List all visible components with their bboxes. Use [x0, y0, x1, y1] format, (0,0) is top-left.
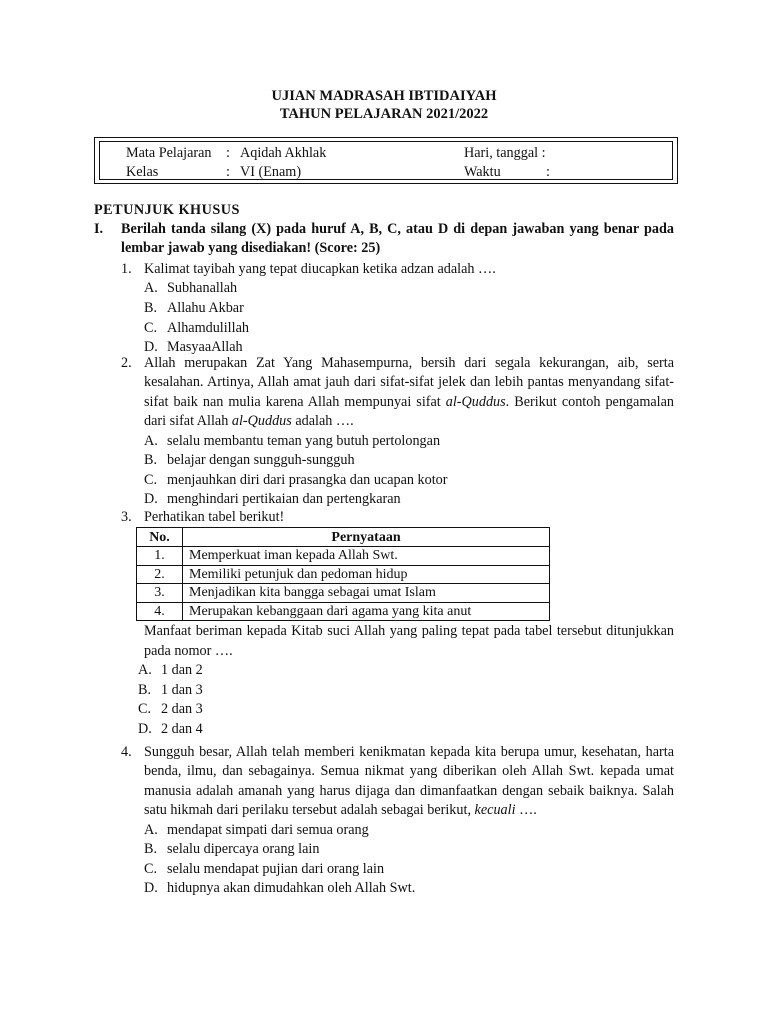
emphasis-kecuali: kecuali: [474, 802, 516, 819]
statement-table: [136, 527, 550, 621]
subject-value: Aqidah Akhlak: [240, 145, 327, 161]
subject-colon: :: [226, 145, 230, 161]
table-header-statement: Pernyataan: [183, 528, 550, 547]
option-b: B. Allahu Akbar: [144, 300, 244, 316]
table-header-row: [137, 528, 550, 547]
option-c: C. menjauhkan diri dari prasangka dan ucapan kotor: [144, 471, 448, 488]
question-text: Kalimat tayibah yang tepat diucapkan ketika adzan adalah ….: [144, 261, 496, 277]
table-header-no: No.: [137, 528, 183, 547]
option-a: A. selalu membantu teman yang butuh pertolongan: [144, 432, 441, 449]
option-d: D. hidupnya akan dimudahkan oleh Allah Swt.: [144, 880, 416, 897]
option-c: C. Alhamdulillah: [144, 319, 249, 336]
question-number: 2.: [121, 355, 132, 371]
section-number: I.: [94, 221, 104, 237]
term-al-quddus: al-Quddus: [445, 393, 506, 410]
class-value: VI (Enam): [240, 164, 302, 180]
question-4: [121, 743, 674, 899]
option-b: B. belajar dengan sungguh-sungguh: [144, 452, 355, 469]
option-b: B. 1 dan 3: [138, 681, 203, 698]
option-c: C. selalu mendapat pujian dari orang lain: [144, 860, 385, 877]
info-box: [94, 137, 678, 184]
question-2: [121, 354, 674, 510]
options-list: [138, 661, 674, 739]
option-a: A. mendapat simpati dari semua orang: [144, 821, 369, 838]
option-d: D. 2 dan 4: [138, 720, 203, 737]
subject-label: Mata Pelajaran: [126, 145, 212, 161]
option-d: D. MasyaaAllah: [144, 339, 243, 356]
table-row: 1. Memperkuat iman kepada Allah Swt.: [137, 547, 550, 566]
time-colon: :: [546, 164, 550, 180]
option-c: C. 2 dan 3: [138, 701, 203, 718]
question-text: Allah merupakan Zat Yang Mahasempurna, bersih dari segala kekurangan, aib, serta kesalahan. Artinya, Allah amat jauh dari sifat-sifat jelek dan lebih pantas menyandang sifat-sifat baik nan mulia karena Allah mempunyai sifat al-Quddus. Berikut contoh pengamalan dari sifat Allah al-Quddus adalah ….: [144, 355, 674, 430]
info-box-inner: [99, 141, 673, 180]
option-a: A. Subhanallah: [144, 280, 238, 297]
question-number: 1.: [121, 261, 132, 277]
question-followup-text: Manfaat beriman kepada Kitab suci Allah yang paling tepat pada tabel tersebut ditunjukkan pada nomor ….: [144, 623, 674, 659]
question-3: [121, 508, 674, 740]
question-1: [121, 260, 674, 358]
table-row: 2. Memiliki petunjuk dan pedoman hidup: [137, 565, 550, 584]
class-label: Kelas: [126, 164, 159, 180]
question-number: 4.: [121, 744, 132, 760]
class-colon: :: [226, 164, 230, 180]
option-b: B. selalu dipercaya orang lain: [144, 841, 320, 858]
time-label: Waktu: [464, 164, 501, 180]
day-label: Hari, tanggal :: [464, 145, 546, 161]
options-list: [144, 821, 674, 899]
options-list: [144, 279, 674, 357]
table-row: 3. Menjadikan kita bangga sebagai umat Islam: [137, 584, 550, 603]
option-a: A. 1 dan 2: [138, 662, 203, 679]
table-row: 4. Merupakan kebanggaan dari agama yang kita anut: [137, 602, 550, 621]
option-d: D. menghindari pertikaian dan pertengkaran: [144, 491, 401, 508]
section-instruction: Berilah tanda silang (X) pada huruf A, B, C, atau D di depan jawaban yang benar pada lembar jawab yang disediakan! (Score: 25): [121, 221, 674, 257]
exam-title: UJIAN MADRASAH IBTIDAIYAH: [271, 88, 497, 104]
instructions-heading: PETUNJUK KHUSUS: [94, 202, 240, 218]
question-text: Sungguh besar, Allah telah memberi kenikmatan kepada kita berupa umur, kesehatan, harta benda, ilmu, dan sebagainya. Semua nikmat yang diberikan oleh Allah Swt. kepada umat manusia adalah amanah yang harus dijaga dan dimanfaatkan dengan sebaik baiknya. Salah satu hikmah dari perilaku tersebut adalah sebagai berikut, kecuali ….: [144, 744, 674, 819]
question-number: 3.: [121, 509, 132, 525]
exam-year: TAHUN PELAJARAN 2021/2022: [279, 106, 489, 122]
options-list: [144, 432, 674, 510]
question-text: Perhatikan tabel berikut!: [144, 509, 285, 525]
